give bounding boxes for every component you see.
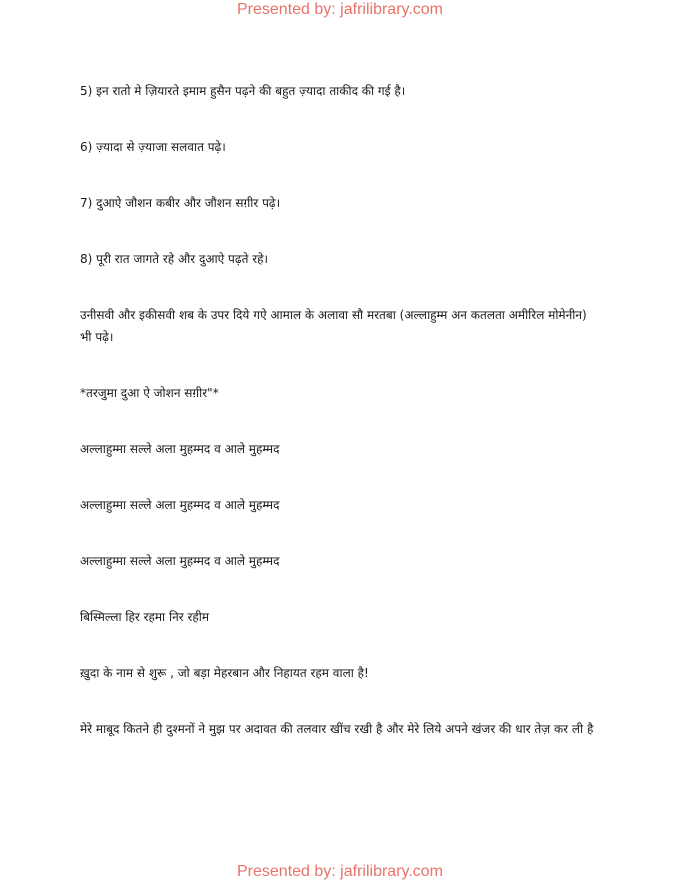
paragraph-item-5: 5) इन रातो मे ज़ियारते इमाम हुसैन पढ़ने की बहुत ज़्यादा ताकीद की गई है।	[80, 84, 406, 98]
paragraph-bismillah-translation: ख़ुदा के नाम से शुरू , जो बड़ा मेहरबान और निहायत रहम वाला है!	[80, 666, 369, 680]
paragraph-salawat-2: अल्लाहुम्मा सल्ले अला मुहम्मद व आले मुहम्मद	[80, 498, 280, 512]
paragraph-dua-text: मेरे माबूद कितने ही दुश्मनों ने मुझ पर अदावत की तलवार खींच रखी है और मेरे लिये अपने खंजर की धार तेज़ कर ली है	[80, 722, 594, 736]
paragraph-item-6: 6) ज़्यादा से ज़्याजा सलवात पढ़े।	[80, 140, 226, 154]
footer-watermark: Presented by: jafrilibrary.com	[237, 863, 443, 880]
paragraph-amaal-note: उनीसवी और इकीसवी शब के उपर दिये गऐ आमाल के अलावा सौ मरतबा (अल्लाहुम्म अन कतलता अमीरिल मोमेनीन) भी पढ़े।	[80, 308, 587, 344]
paragraph-salawat-1: अल्लाहुम्मा सल्ले अला मुहम्मद व आले मुहम्मद	[80, 442, 280, 456]
paragraph-translation-heading: *तरजुमा दुआ ऐ जोशन सग़ीर"*	[80, 386, 219, 400]
paragraph-item-7: 7) दुआऐ जौशन कबीर और जौशन सग़ीर पढ़े।	[80, 196, 281, 210]
paragraph-item-8: 8) पूरी रात जागते रहे और दुआऐ पढ़ते रहे।	[80, 252, 269, 266]
paragraph-salawat-3: अल्लाहुम्मा सल्ले अला मुहम्मद व आले मुहम्मद	[80, 554, 280, 568]
header-watermark: Presented by: jafrilibrary.com	[237, 1, 443, 18]
paragraph-bismillah: बिस्मिल्ला हिर रहमा निर रहीम	[80, 610, 210, 624]
